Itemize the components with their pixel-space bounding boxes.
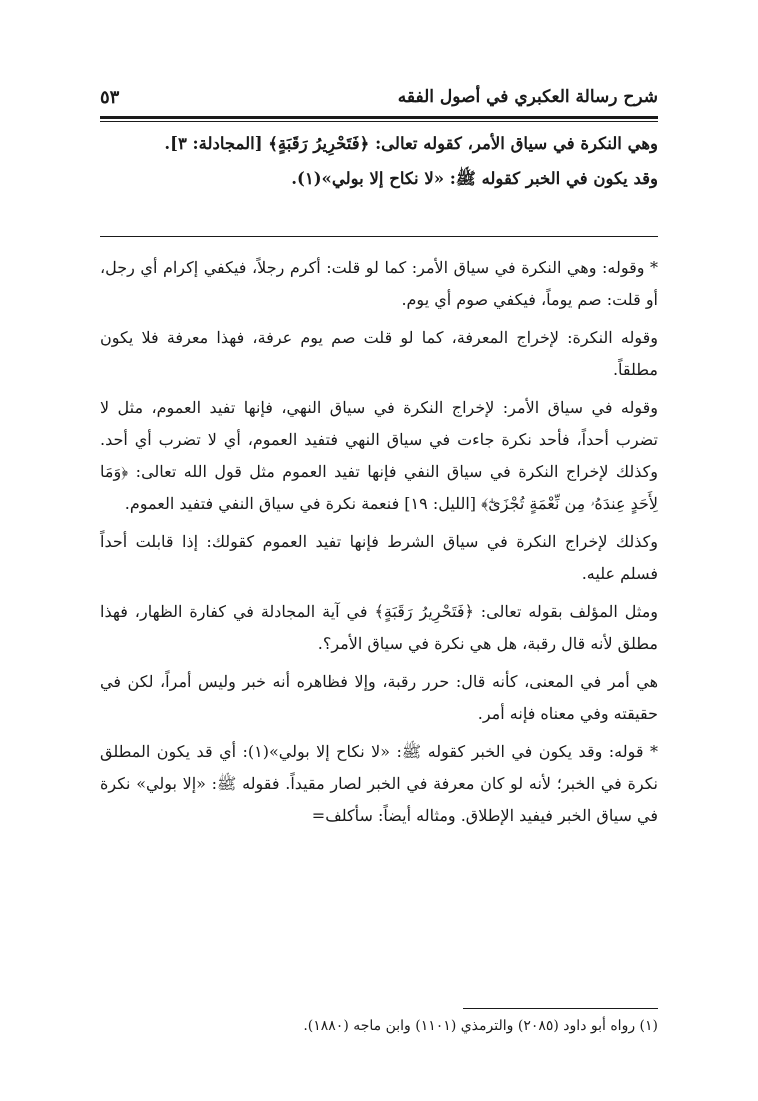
page-number: ٥٣ — [100, 86, 120, 108]
commentary-paragraph: * قوله: وقد يكون في الخبر كقوله ﷺ: «لا نكاح إلا بولي»(١): أي قد يكون المطلق نكرة في الخبر؛ لأنه لو كان معرفة في الخبر لصار مقيداً. فقوله ﷺ: «إلا بولي» نكرة في سياق الخبر فيفيد الإطلاق. ومثاله أيضاً: سأكلف= — [100, 742, 659, 825]
commentary-paragraph: وكذلك لإخراج النكرة في سياق الشرط فإنها تفيد العموم كقولك: إذا قابلت أحداً فسلم عليه. — [100, 532, 658, 583]
commentary-paragraph: هي أمر في المعنى، كأنه قال: حرر رقبة، وإلا فظاهره أنه خبر وليس أمراً، لكن في حقيقته وفي معناه فإنه أمر. — [100, 672, 658, 723]
main-paragraph: وهي النكرة في سياق الأمر، كقوله تعالى: ﴿فَتَحْرِيرُ رَقَبَةٍ﴾ [المجادلة: ٣]. — [164, 134, 658, 153]
main-text — [100, 126, 658, 196]
commentary-paragraph: ومثل المؤلف بقوله تعالى: ﴿فَتَحْرِيرُ رَقَبَةٍ﴾ في آية المجادلة في كفارة الظهار، فهذا مطلق لأنه قال رقبة، هل هي نكرة في سياق الأمر؟. — [100, 602, 658, 653]
running-title: شرح رسالة العكبري في أصول الفقه — [397, 87, 658, 107]
main-commentary-separator — [100, 236, 658, 237]
commentary-paragraph: وقوله في سياق الأمر: لإخراج النكرة في سياق النهي، فإنها تفيد العموم، مثل لا تضرب أحداً، فأحد نكرة جاءت في سياق النهي فتفيد العموم، أي لا تضرب أي أحد. وكذلك لإخراج النكرة في سياق النفي فإنها تفيد العموم مثل قول الله تعالى: ﴿وَمَا لِأَحَدٍ عِندَهُۥ مِن نِّعْمَةٍ تُجْزَىٰٓ﴾ [الليل: ١٩] فنعمة نكرة في سياق النفي فتفيد العموم. — [100, 398, 658, 513]
commentary-paragraph: * وقوله: وهي النكرة في سياق الأمر: كما لو قلت: أكرم رجلاً، فيكفي إكرام أي رجل، أو قلت: صم يوماً، فيكفي صوم أي يوم. — [100, 258, 658, 309]
header-rule-thick — [100, 116, 658, 119]
main-paragraph: وقد يكون في الخبر كقوله ﷺ: «لا نكاح إلا بولي»(١). — [291, 169, 658, 188]
header-rule-thin — [100, 121, 658, 122]
footnote-rule — [463, 1008, 658, 1009]
footnote-1: (١) رواه أبو داود (٢٠٨٥) والترمذي (١١٠١) وابن ماجه (١٨٨٠). — [303, 1018, 658, 1034]
commentary-text — [100, 252, 658, 838]
page-header — [100, 80, 658, 114]
footnotes — [100, 1014, 658, 1038]
commentary-paragraph: وقوله النكرة: لإخراج المعرفة، كما لو قلت صم يوم عرفة، فهذا معرفة فلا يكون مطلقاً. — [100, 328, 658, 379]
